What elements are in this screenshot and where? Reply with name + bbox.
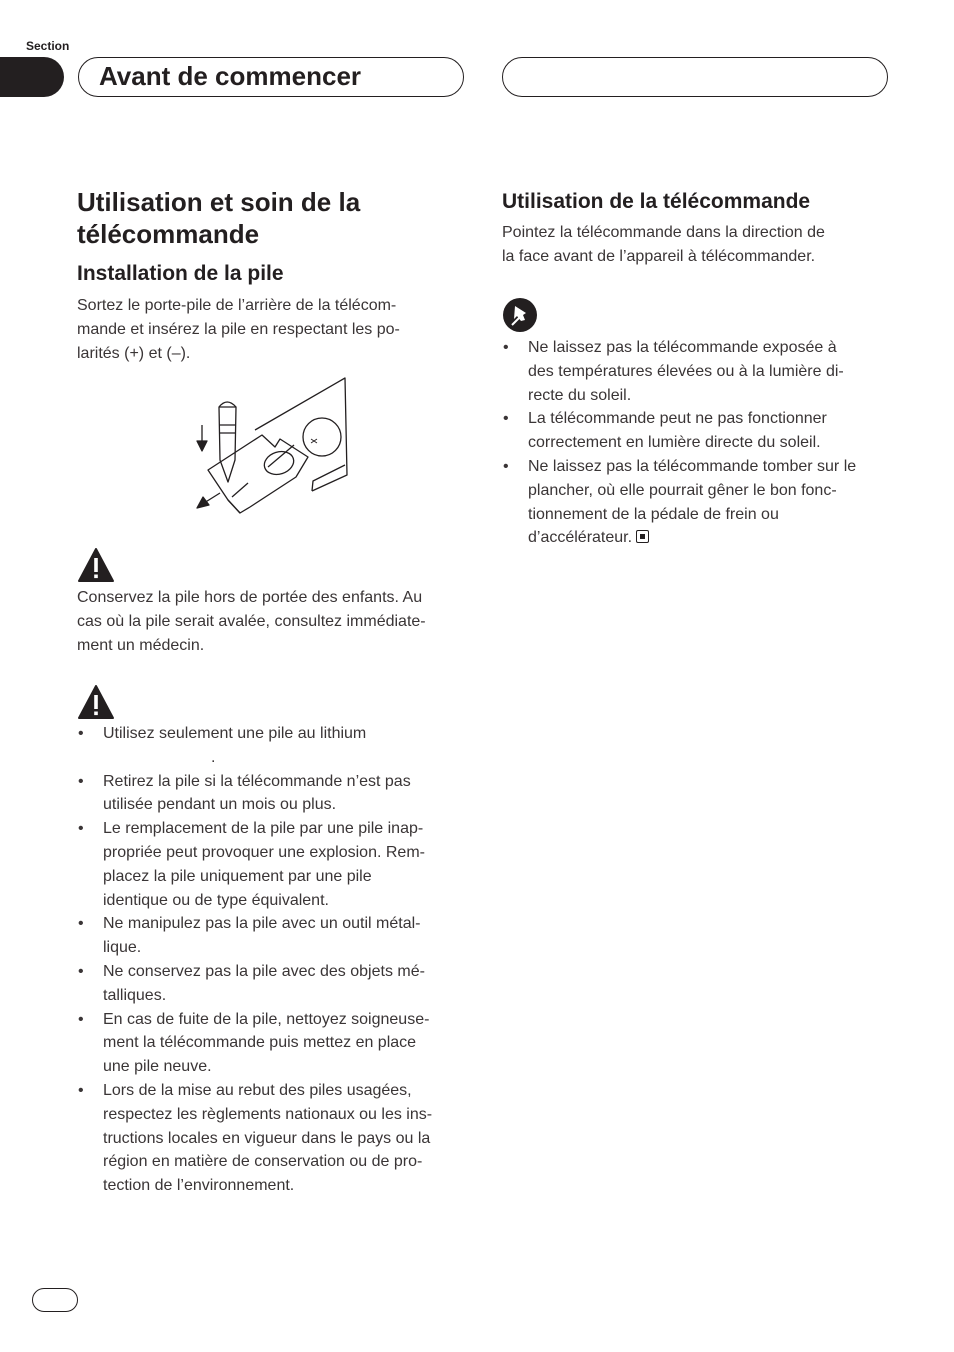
caution-list (77, 722, 469, 1198)
list-item: • Le remplacement de la pile par une pile inap- propriée peut provoquer une explosion. Rem- placez la pile uniquement par une pile identique ou de type équivalent. (77, 817, 469, 912)
list-item: • Ne laissez pas la télécommande exposée à des températures élevées ou à la lumière di- recte du soleil. (502, 336, 894, 407)
remote-usage-intro (502, 221, 825, 269)
warning-triangle-icon (77, 547, 115, 583)
warning-triangle-icon (77, 684, 115, 720)
important-list (502, 336, 894, 550)
sub-heading: Installation de la pile (77, 262, 284, 285)
text-line: ment un médecin. (77, 637, 205, 654)
pushpin-icon (502, 297, 538, 333)
list-item: • Lors de la mise au rebut des piles usagées, respectez les règlements nationaux ou les ins- tructions locales en vigueur dans le pays ou la région en matière de conservation ou de pro- tection de l’environnement. (77, 1079, 469, 1198)
list-item: • La télécommande peut ne pas fonctionner correctement en lumière directe du soleil. (502, 407, 894, 455)
end-of-section-icon (636, 530, 649, 543)
warning-text (77, 586, 426, 658)
chapter-title: Avant de commencer (99, 61, 362, 91)
section-label: Section (26, 39, 70, 53)
list-item: • Ne laissez pas la télécommande tomber sur le plancher, où elle pourrait gêner le bon fonc- tionnement de la pédale de frein ou d’accélérateur. (502, 455, 894, 550)
list-item: • Utilisez seulement une pile au lithium . (77, 722, 469, 770)
battery-installation-illustration (190, 375, 355, 520)
remote-usage-heading: Utilisation de la télécommande (502, 190, 811, 213)
text-line: Pointez la télécommande dans la direction de (502, 224, 825, 241)
battery-intro (77, 294, 400, 366)
list-item: • Ne conservez pas la pile avec des objets mé- talliques. (77, 960, 469, 1008)
text-line: larités (+) et (–). (77, 345, 191, 362)
main-heading-line: Utilisation et soin de la (77, 187, 361, 217)
text-line: Conservez la pile hors de portée des enfants. Au (77, 589, 423, 606)
text-line: mande et insérez la pile en respectant les po- (77, 321, 400, 338)
text-line: cas où la pile serait avalée, consultez immédiate- (77, 613, 426, 630)
main-heading-line: télécommande (77, 219, 260, 249)
section-number-tab (0, 57, 64, 97)
main-heading (77, 186, 360, 250)
list-item: • Ne manipulez pas la pile avec un outil métal- lique. (77, 912, 469, 960)
page-number-box (32, 1288, 78, 1312)
text-line: la face avant de l’appareil à télécommander. (502, 248, 816, 265)
chapter-title-box (78, 57, 464, 97)
list-item: • En cas de fuite de la pile, nettoyez soigneuse- ment la télécommande puis mettez en place une pile neuve. (77, 1008, 469, 1079)
list-item: • Retirez la pile si la télécommande n’est pas utilisée pendant un mois ou plus. (77, 770, 469, 818)
text-line: Sortez le porte-pile de l’arrière de la télécom- (77, 297, 397, 314)
right-header-box (502, 57, 888, 97)
